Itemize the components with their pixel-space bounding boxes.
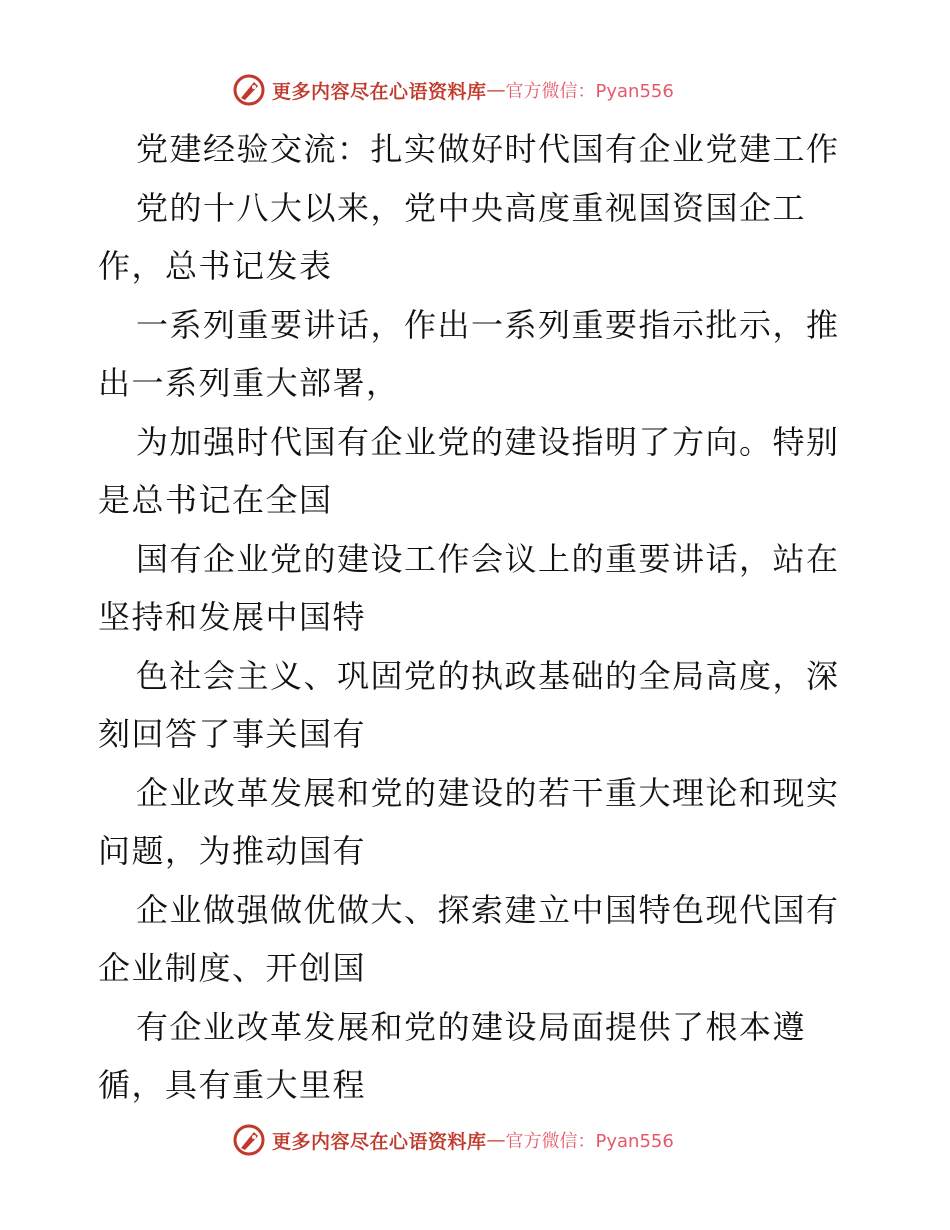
footer-separator: — (486, 1129, 506, 1151)
footer-banner (232, 1122, 674, 1158)
header-separator: — (486, 79, 506, 101)
paragraph-line: 企业改革发展和党的建设的若干重大理论和现实 (136, 773, 840, 812)
paragraph-line: 国有企业党的建设工作会议上的重要讲话，站在 (136, 539, 840, 578)
paragraph-line: 循，具有重大里程 (98, 1066, 367, 1104)
document-body (98, 120, 858, 1115)
paragraph-line: 出一系列重大部署， (98, 364, 400, 402)
paragraph-line: 坚持和发展中国特 (98, 598, 367, 636)
footer-wechat-text: 官方微信：Pyan556 (505, 1131, 674, 1152)
pen-nib-logo-icon (232, 73, 266, 107)
header-banner (232, 72, 674, 108)
paragraph-line: 党的十八大以来，党中央高度重视国资国企工 (136, 188, 807, 227)
paragraph-line: 问题，为推动国有 (98, 832, 367, 870)
document-title: 党建经验交流：扎实做好时代国有企业党建工作 (136, 130, 840, 168)
header-wechat-text: 官方微信：Pyan556 (505, 81, 674, 102)
paragraph-line: 企业做强做优做大、探索建立中国特色现代国有 (136, 890, 840, 929)
paragraph-line: 作，总书记发表 (98, 247, 333, 285)
paragraph-line: 色社会主义、巩固党的执政基础的全局高度，深 (136, 656, 840, 695)
paragraph-line: 一系列重要讲话，作出一系列重要指示批示，推 (136, 305, 840, 344)
paragraph-line: 是总书记在全国 (98, 481, 333, 519)
header-brand-text: 更多内容尽在心语资料库 (272, 80, 487, 103)
paragraph-line: 企业制度、开创国 (98, 949, 367, 987)
paragraph-line: 刻回答了事关国有 (98, 715, 367, 753)
pen-nib-logo-icon (232, 1123, 266, 1157)
paragraph-line: 有企业改革发展和党的建设局面提供了根本遵 (136, 1007, 807, 1046)
footer-brand-text: 更多内容尽在心语资料库 (272, 1130, 487, 1153)
paragraph-line: 为加强时代国有企业党的建设指明了方向。特别 (136, 422, 840, 461)
